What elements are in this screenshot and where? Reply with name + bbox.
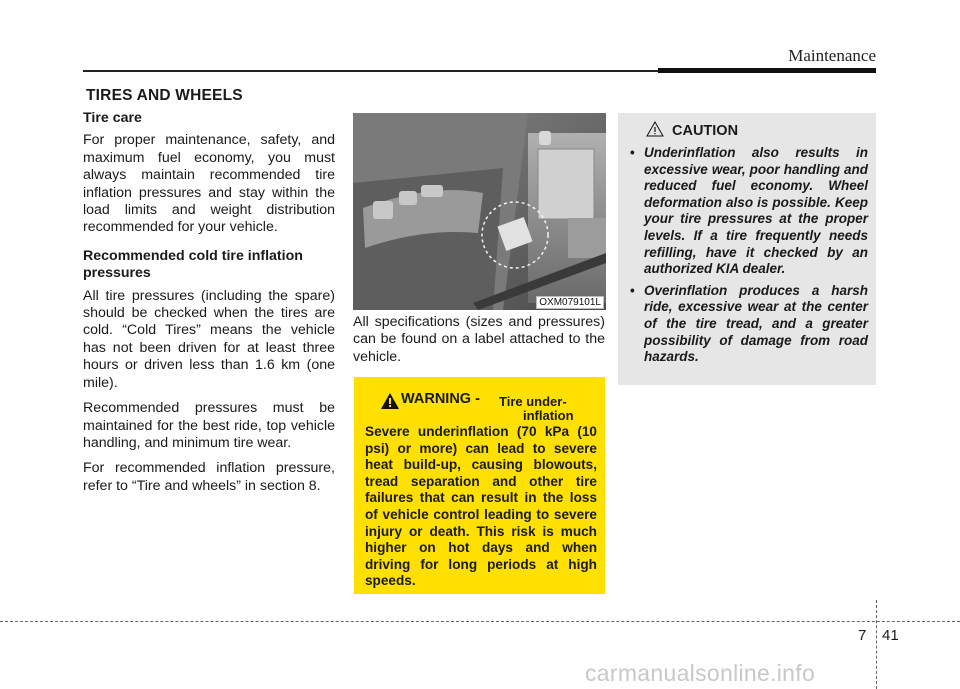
page-number: 41 [882, 627, 899, 644]
door-jamb-illustration [353, 113, 606, 310]
warning-box [354, 377, 605, 594]
warning-body: Severe underinflation (70 kPa (10 psi) or more) can lead to severe heat build-up, causing blowouts, tread separation and other tire failures that can result in the loss of vehicle control leading to severe injury or death. This risk is much higher on hot days and when driving for long periods at high speeds. [365, 424, 597, 589]
caution-title: CAUTION [672, 123, 739, 139]
cold-inflation-paragraph-3: For recommended inflation pressure, refer to “Tire and wheels” in section 8. [83, 460, 335, 494]
specifications-text: All specifications (sizes and pressures) can be found on a label attached to the vehicle. [353, 314, 605, 365]
caution-list [630, 145, 868, 366]
header-rule-accent [658, 68, 876, 73]
door-jamb-photo [353, 113, 606, 310]
tire-care-heading: Tire care [83, 110, 142, 126]
footer-rule [0, 621, 960, 622]
caution-icon [646, 121, 664, 137]
caution-item-underinflation: • Underinflation also results in excessive wear, poor handling and reduced fuel economy. Wheel deformation also is possible. Keep your tire pressures at the proper levels. If a tire frequently needs refilling, have it checked by an authorized KIA dealer. [630, 145, 868, 278]
section-title: TIRES AND WHEELS [86, 87, 243, 104]
warning-title: WARNING - [401, 391, 480, 407]
warning-icon [381, 393, 399, 409]
caution-box [618, 113, 876, 385]
caution-item-overinflation: • Overinflation produces a harsh ride, excessive wear at the center of the tire tread, and a greater possibility of damage from road hazards. [630, 283, 868, 366]
watermark: carmanualsonline.info [585, 660, 816, 686]
warning-subtitle-line-1: Tire under- [499, 394, 567, 409]
footer-divider [876, 600, 877, 689]
tire-care-body: For proper maintenance, safety, and maximum fuel economy, you must always maintain recommended tire inflation pressures and stay within the load limits and weight distribution recommended for your vehicle. [83, 132, 335, 236]
chapter-number: 7 [858, 627, 867, 644]
cold-inflation-paragraph-1: All tire pressures (including the spare) should be checked when the tires are cold. “Cold Tires” means the vehicle has not been driven for at least three hours or driven less than 1.6 km (one mile). [83, 287, 335, 391]
photo-code-label: OXM079101L [536, 296, 604, 309]
page-header-title: Maintenance [788, 46, 876, 65]
left-column [83, 110, 335, 503]
cold-inflation-heading: Recommended cold tire inflation pressures [83, 247, 303, 282]
warning-subtitle-line-2: inflation [523, 408, 574, 423]
cold-inflation-paragraph-2: Recommended pressures must be maintained for the best ride, top vehicle handling, and minimum tire wear. [83, 400, 335, 451]
